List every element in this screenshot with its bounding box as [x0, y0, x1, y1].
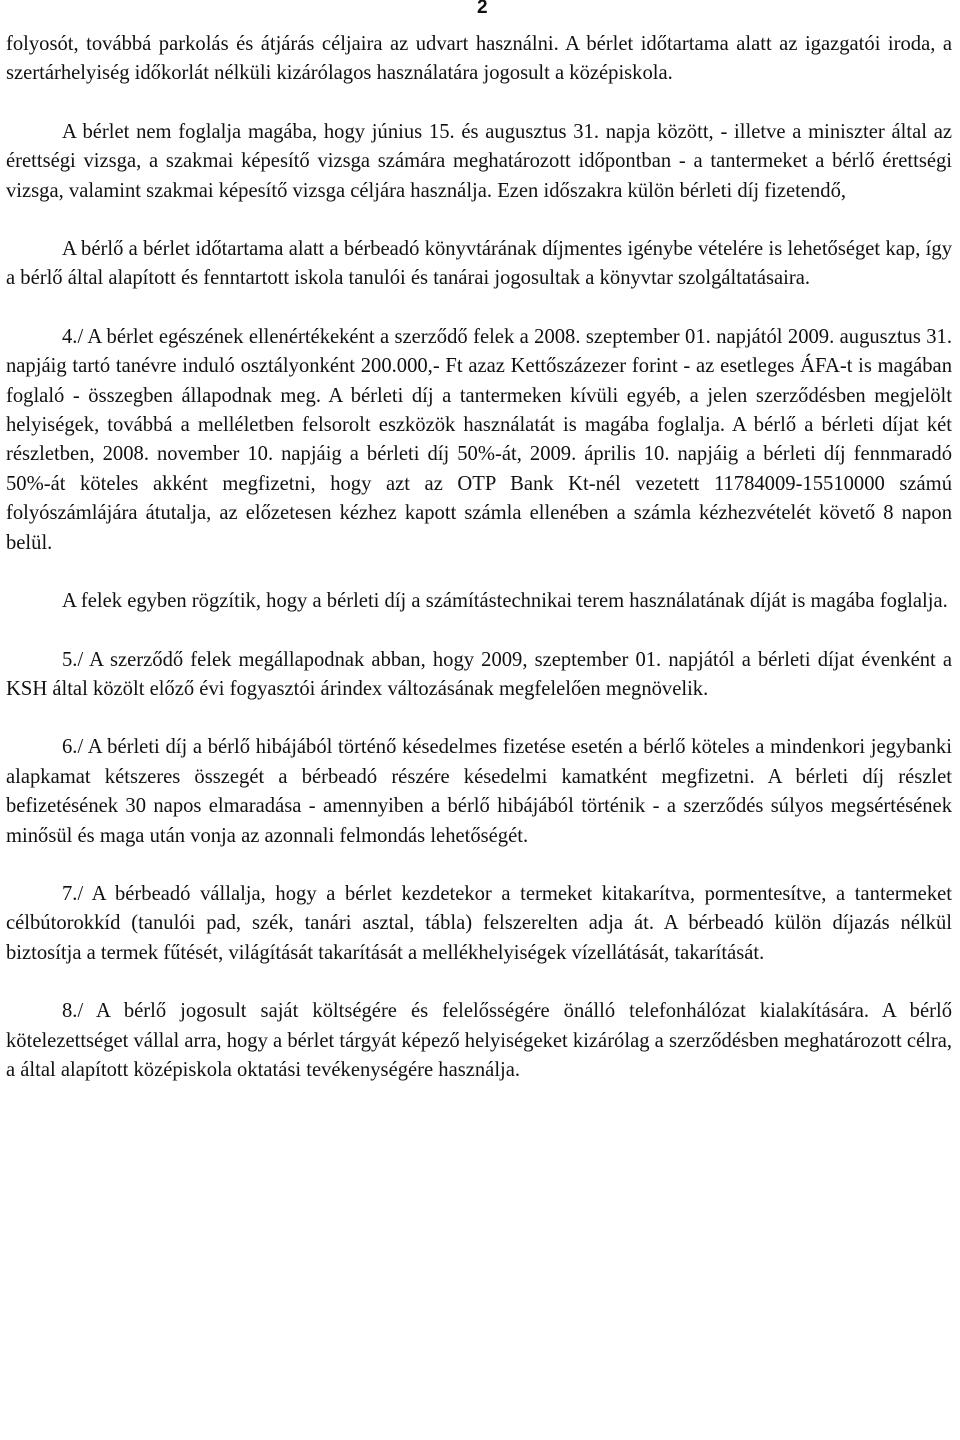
paragraph-library: A bérlő a bérlet időtartama alatt a bérbeadó könyvtárának díjmentes igénybe vételére is lehetőséget kap, így a bérlő által alapított és fenntartott iskola tanulói és tanárai jogosultak a könyvtar szolgáltatásaira. [6, 238, 952, 290]
paragraph-section-4: 4./ A bérlet egészének ellenértékeként a szerződő felek a 2008. szeptember 01. napjától 2009. augusztus 31. napjáig tartó tanévre induló osztályonként 200.000,- Ft azaz Kettőszázezer forint - az esetleges ÁFA-t is magában foglaló - összegben állapodnak meg. A bérleti díj a tantermeken kívüli egyéb, a jelen szerződésben megjelölt helyiségek, továbbá a melléletben felsorolt eszközök használatát is magába foglalja. A bérlő a bérleti díjat két részletben, 2008. november 10. napjáig a bérleti díj 50%-át, 2009. április 10. napjáig a bérleti díj fennmaradó 50%-át köteles akként megfizetni, hogy azt az OTP Bank Kt-nél vezetett 11784009-15510000 számú folyószámlájára átutalja, az előzetesen kézhez kapott számla ellenében a számla kézhezvételét követő 8 napon belül. [6, 325, 952, 554]
page-number: 2 [477, 0, 488, 18]
paragraph-section-8: 8./ A bérlő jogosult saját költségére és felelősségére önálló telefonhálózat kialakítására. A bérlő kötelezettséget vállal arra, hogy a bérlet tárgyát képező helyiségeket kizárólag a szerződésben meghatározott célra, a által alapított középiskola oktatási tevékenységére használja. [6, 1000, 952, 1081]
paragraph-computer-room: A felek egyben rögzítik, hogy a bérleti díj a számítástechnikai terem használatának díját is magába foglalja. [62, 590, 948, 613]
paragraph-section-5: 5./ A szerződő felek megállapodnak abban, hogy 2009, szeptember 01. napjától a bérleti díjat évenként a KSH által közölt előző évi fogyasztói árindex változásának megfelelően megnövelik. [6, 648, 952, 700]
paragraph-section-6: 6./ A bérleti díj a bérlő hibájából történő késedelmes fizetése esetén a bérlő köteles a mindenkori jegybanki alapkamat kétszeres összegét a bérbeadó részére késedelmi kamatként megfizetni. A bérleti díj részlet befizetésének 30 napos elmaradása - amennyiben a bérlő hibájából történik - a szerződés súlyos megsértésének minősül és maga után vonja az azonnali felmondás lehetőségét. [6, 736, 952, 847]
paragraph-exclusions: A bérlet nem foglalja magába, hogy június 15. és augusztus 31. napja között, - illetve a miniszter által az érettségi vizsga, a szakmai képesítő vizsga számára meghatározott időpontban - a tantermeket a bérlő érettségi vizsga, valamint szakmai képesítő vizsga céljára használja. Ezen időszakra külön bérleti díj fizetendő, [6, 120, 952, 202]
paragraph-section-7: 7./ A bérbeadó vállalja, hogy a bérlet kezdetekor a termeket kitakarítva, pormentesítve, a tantermeket célbútorokkíd (tanulói pad, szék, tanári asztal, tábla) felszerelten adja át. A bérbeadó külön díjazás nélkül biztosítja a termek fűtését, világítását takarítását a mellékhelyiségek vízellátását, takarítását. [6, 882, 952, 964]
paragraph-continuation: folyosót, továbbá parkolás és átjárás céljaira az udvart használni. A bérlet időtartama alatt az igazgatói iroda, a szertárhelyiség időkorlát nélküli kizárólagos használatára jogosult a középiskola. [6, 33, 952, 85]
document-body [6, 30, 952, 1085]
